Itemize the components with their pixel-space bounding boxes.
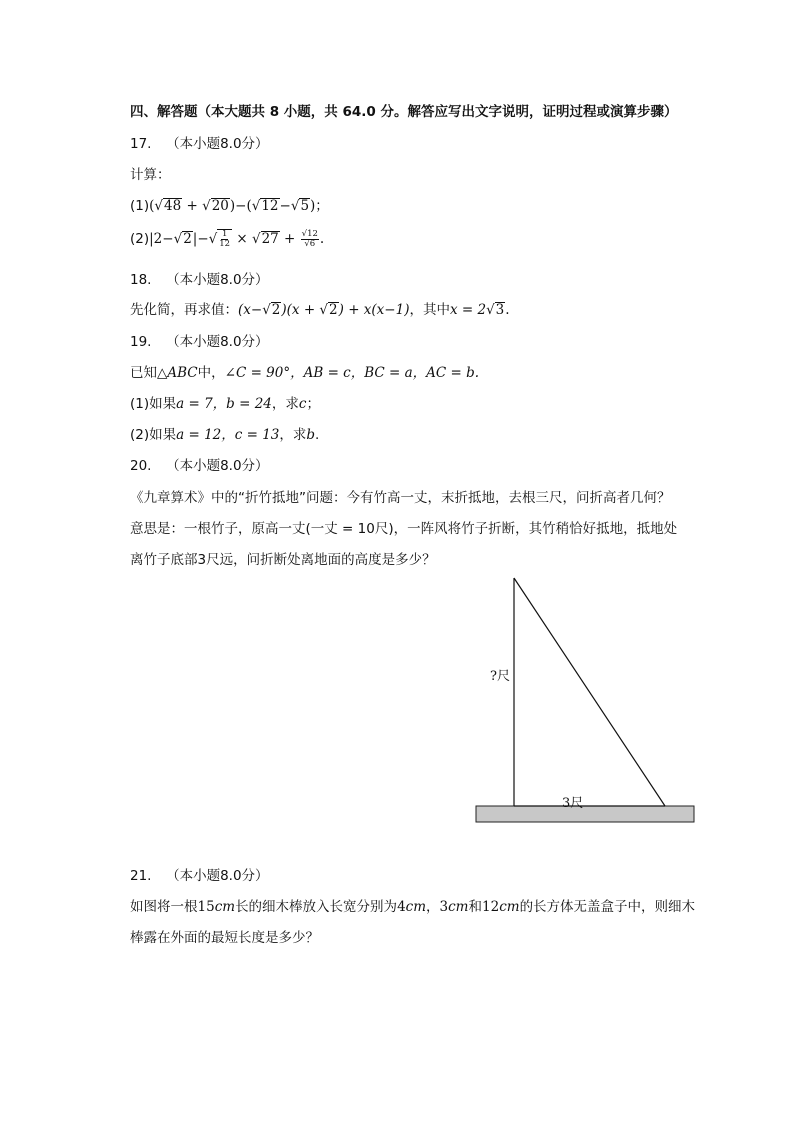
q19-number: 19. (130, 334, 152, 350)
q20-score: （本小题8.0分） (166, 458, 269, 474)
q17-intro: 计算： (130, 167, 171, 183)
q19-part1-suffix: ，求 (271, 396, 299, 412)
q17-part1-label: (1) (130, 198, 150, 214)
q19-triangle: △ABC (157, 365, 198, 381)
q18-expression: (x−√2)(x + √2) + x(x−1) (238, 302, 410, 318)
figure-height-label: ?尺 (490, 669, 510, 684)
q20-header (130, 456, 269, 476)
q20-number: 20. (130, 458, 152, 474)
q19-given: ∠C = 90°，AB = c，BC = a，AC = b. (224, 365, 480, 381)
q19-part2: (2)如果a = 12，c = 13，求b. (130, 427, 320, 443)
q19-part1-prefix: (1)如果 (130, 396, 177, 412)
ground-bar (476, 806, 694, 822)
q17-part2 (130, 229, 324, 249)
q17-part1-expr: (√48 + √20)−(√12−√5)； (149, 198, 329, 214)
q18-score: （本小题8.0分） (166, 272, 269, 288)
q19-part2-target: b (306, 427, 316, 443)
q17-part2-expr: |2−√2|−√ $\frac{1}{12}$ × √27 + $\frac{√12}{√6}$ . (149, 229, 325, 249)
q19-part1-values: a = 7，b = 24 (176, 396, 272, 412)
q21-box-length: 4cm (397, 899, 427, 915)
q19-part2-suffix: ，求 (279, 427, 307, 443)
q17-header (130, 134, 269, 154)
q17-part1 (130, 196, 329, 216)
q21-line1-e: 的长方体无盖盒子中，则细木 (519, 899, 696, 915)
bamboo-slant-line (514, 578, 665, 806)
q21-box-width: 3cm (439, 899, 469, 915)
q18-text-prefix: 先化简，再求值： (130, 302, 238, 318)
q21-line1-b: 长的细木棒放入长宽分别为 (235, 899, 398, 915)
q17-part2-label: (2) (130, 231, 150, 247)
q21-stick-length: 15cm (197, 899, 236, 915)
q19-score: （本小题8.0分） (166, 334, 269, 350)
q20-line3: 离竹子底部3尺远，问折断处离地面的高度是多少？ (130, 552, 436, 568)
q21-number: 21. (130, 868, 152, 884)
q18-text (130, 300, 510, 320)
q19-line1 (130, 363, 479, 383)
q19-header (130, 332, 269, 352)
q19-part1: (1)如果a = 7，b = 24，求c； (130, 396, 320, 412)
q18-text-mid: ，其中 (409, 302, 450, 318)
q21-line2: 棒露在外面的最短长度是多少？ (130, 930, 319, 946)
q21-score: （本小题8.0分） (166, 868, 269, 884)
q21-line1-c: ， (426, 899, 440, 915)
q21-header (130, 866, 269, 886)
q19-part2-values: a = 12，c = 13 (176, 427, 280, 443)
q19-line1-prefix: 已知 (130, 365, 157, 381)
q19-line1-mid: 中， (197, 365, 225, 381)
q21-box-height: 12cm (482, 899, 520, 915)
figure-base-label: 3尺 (562, 796, 584, 811)
q19-part2-prefix: (2)如果 (130, 427, 177, 443)
q17-number: 17. (130, 136, 152, 152)
q21-line1-a: 如图将一根 (130, 899, 198, 915)
q17-score: （本小题8.0分） (166, 136, 269, 152)
q20-line2: 意思是：一根竹子，原高一丈(一丈 = 10尺)，一阵风将竹子折断，其竹稍恰好抵地，抵地处 (130, 521, 678, 537)
q18-header (130, 270, 269, 290)
q20-line1: 《九章算术》中的“折竹抵地”问题：今有竹高一丈，末折抵地，去根三尺，问折高者几何？ (130, 490, 671, 506)
q21-line1 (130, 897, 695, 917)
q21-line1-d: 和 (468, 899, 482, 915)
q18-condition: x = 2√3. (449, 302, 510, 318)
bamboo-triangle-figure (470, 572, 702, 828)
q18-number: 18. (130, 272, 152, 288)
section-title: 四、解答题（本大题共 8 小题，共 64.0 分。解答应写出文字说明，证明过程或演算步骤） (130, 104, 678, 120)
q19-part1-target: c (298, 396, 307, 412)
